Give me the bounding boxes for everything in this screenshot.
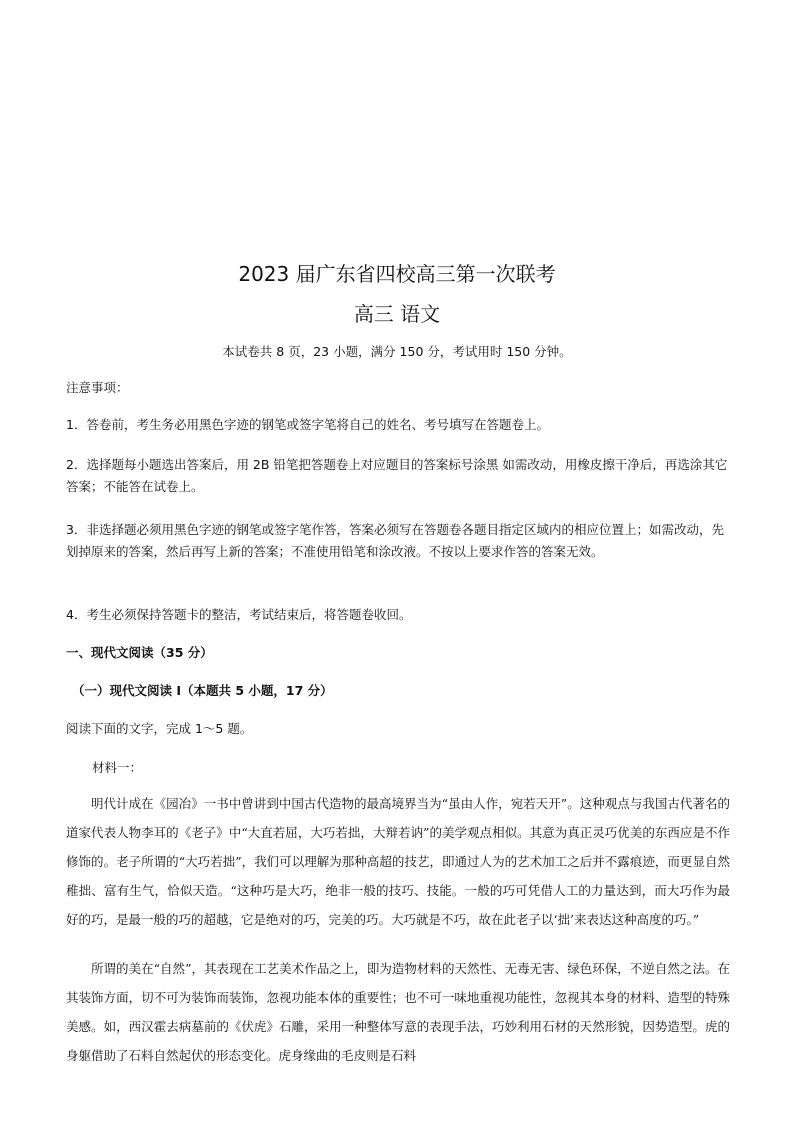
notes-heading: 注意事项： — [66, 380, 129, 395]
note-item-4: 4．考生必须保持答题卡的整洁，考试结束后，将答题卷收回。 — [66, 607, 412, 622]
subsection-heading: （一）现代文阅读 I（本题共 5 小题，17 分） — [72, 683, 333, 698]
section-heading: 一、现代文阅读（35 分） — [66, 645, 213, 660]
material-label: 材料一： — [92, 760, 143, 775]
material-paragraph-2: 所谓的美在“自然”，其表现在工艺美术作品之上，即为造物材料的天然性、无毒无害、绿色环保，不逆自然之法。在其装饰方面，切不可为装饰而装饰，忽视功能本体的重要性；也不可一味地重视功能性，忽视其本身的材料、造型的特殊美感。如，西汉霍去病墓前的《伏虎》石雕，采用一种整体写意的表现手法，巧妙利用石材的天然形貌，因势造型。虎的身躯借助了石料自然起伏的形态变化。虎身缘曲的毛皮则是石料 — [66, 961, 730, 1063]
exam-subtitle: 高三 语文 — [353, 302, 441, 326]
note-item-1: 1．答卷前，考生务必用黑色字迹的钢笔或签字笔将自己的姓名、考号填写在答题卷上。 — [66, 417, 549, 432]
exam-title: 2023 届广东省四校高三第一次联考 — [238, 262, 556, 286]
note-item-2: 2．选择题每小题选出答案后，用 2B 铅笔把答题卷上对应题目的答案标号涂黑 如需改动，用橡皮擦干净后，再选涂其它答案；不能答在试卷上。 — [66, 457, 728, 494]
note-item-3: 3．非选择题必须用黑色字迹的钢笔或签字笔作答，答案必须写在答题卷各题目指定区域内的相应位置上；如需改动，先划掉原来的答案，然后再写上新的答案；不准使用铅笔和涂改液。不按以上要求作答的答案无效。 — [66, 522, 724, 559]
reading-instruction: 阅读下面的文字，完成 1～5 题。 — [66, 721, 253, 736]
material-paragraph-1: 明代计成在《园冶》一书中曾讲到中国古代造物的最高境界当为“虽由人作，宛若天开”。这种观点与我国古代著名的道家代表人物李耳的《老子》中“大直若屈，大巧若拙，大辩若讷”的美学观点相似。其意为真正灵巧优美的东西应是不作修饰的。老子所谓的“大巧若拙”，我们可以理解为那种高超的技艺，即通过人为的艺术加工之后并不露痕迹，而更显自然稚拙、富有生气，恰似天造。“这种巧是大巧，绝非一般的技巧、技能。一般的巧可凭借人工的力量达到，而大巧作为最好的巧，是最一般的巧的超越，它是绝对的巧，完美的巧。大巧就是不巧，故在此老子以‘拙’来表达这种高度的巧。” — [66, 796, 730, 927]
exam-meta: 本试卷共 8 页，23 小题，满分 150 分，考试用时 150 分钟。 — [222, 344, 572, 359]
